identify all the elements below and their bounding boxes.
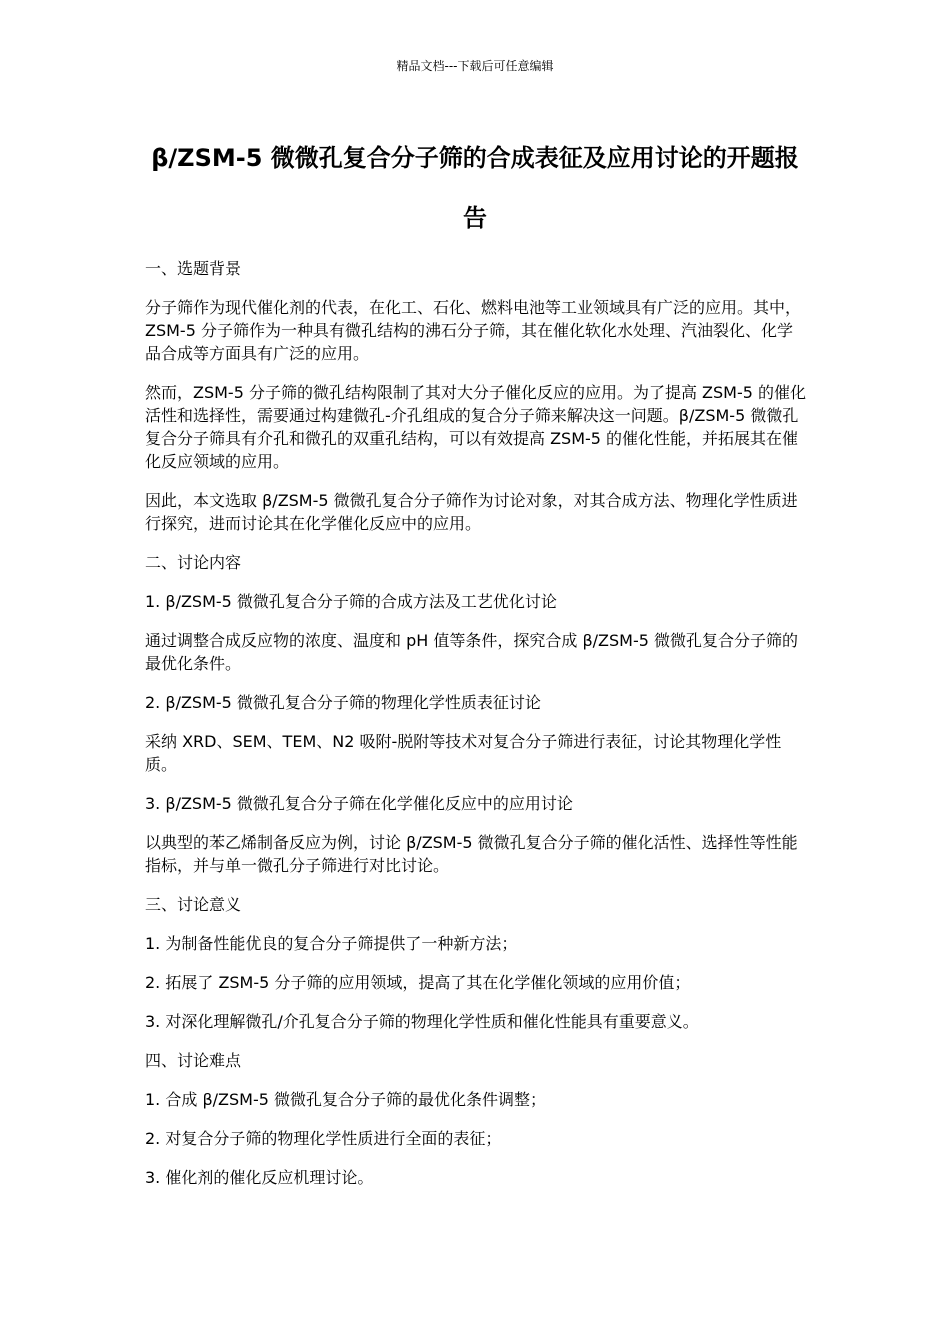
list-item: 3. 对深化理解微孔/介孔复合分子筛的物理化学性质和催化性能具有重要意义。 <box>145 1012 699 1031</box>
section-heading-content: 二、讨论内容 <box>145 553 242 572</box>
section-heading-significance: 三、讨论意义 <box>145 895 242 914</box>
list-item: 1. β/ZSM-5 微微孔复合分子筛的合成方法及工艺优化讨论 <box>145 592 557 611</box>
list-item: 1. 为制备性能优良的复合分子筛提供了一种新方法； <box>145 934 518 953</box>
paragraph: 采纳 XRD、SEM、TEM、N2 吸附-脱附等技术对复合分子筛进行表征，讨论其物理化学性质。 <box>145 732 782 774</box>
list-item: 2. 拓展了 ZSM-5 分子筛的应用领域，提高了其在化学催化领域的应用价值； <box>145 973 691 992</box>
paragraph: 通过调整合成反应物的浓度、温度和 pH 值等条件，探究合成 β/ZSM-5 微微孔复合分子筛的最优化条件。 <box>145 631 799 673</box>
section-heading-background: 一、选题背景 <box>145 259 242 278</box>
document-body <box>145 257 807 1205</box>
paragraph: 以典型的苯乙烯制备反应为例，讨论 β/ZSM-5 微微孔复合分子筛的催化活性、选择性等性能指标，并与单一微孔分子筛进行对比讨论。 <box>145 833 798 875</box>
paragraph: 然而，ZSM-5 分子筛的微孔结构限制了其对大分子催化反应的应用。为了提高 ZSM-5 的催化活性和选择性，需要通过构建微孔-介孔组成的复合分子筛来解决这一问题。β/ZSM-5 微微孔复合分子筛具有介孔和微孔的双重孔结构，可以有效提高 ZSM-5 的催化性能，并拓展其在催化反应领域的应用。 <box>145 383 807 471</box>
header-note: 精品文档---下载后可任意编辑 <box>396 59 554 73</box>
list-item: 3. 催化剂的催化反应机理讨论。 <box>145 1168 374 1187</box>
section-heading-difficulties: 四、讨论难点 <box>145 1051 242 1070</box>
paragraph: 分子筛作为现代催化剂的代表，在化工、石化、燃料电池等工业领域具有广泛的应用。其中，ZSM-5 分子筛作为一种具有微孔结构的沸石分子筛，其在催化软化水处理、汽油裂化、化学品合成等方面具有广泛的应用。 <box>145 298 802 363</box>
document-title: β/ZSM-5 微微孔复合分子筛的合成表征及应用讨论的开题报告 <box>151 144 799 232</box>
list-item: 3. β/ZSM-5 微微孔复合分子筛在化学催化反应中的应用讨论 <box>145 794 573 813</box>
list-item: 2. β/ZSM-5 微微孔复合分子筛的物理化学性质表征讨论 <box>145 693 541 712</box>
list-item: 2. 对复合分子筛的物理化学性质进行全面的表征； <box>145 1129 502 1148</box>
paragraph: 因此，本文选取 β/ZSM-5 微微孔复合分子筛作为讨论对象，对其合成方法、物理化学性质进行探究，进而讨论其在化学催化反应中的应用。 <box>145 491 798 533</box>
list-item: 1. 合成 β/ZSM-5 微微孔复合分子筛的最优化条件调整； <box>145 1090 547 1109</box>
